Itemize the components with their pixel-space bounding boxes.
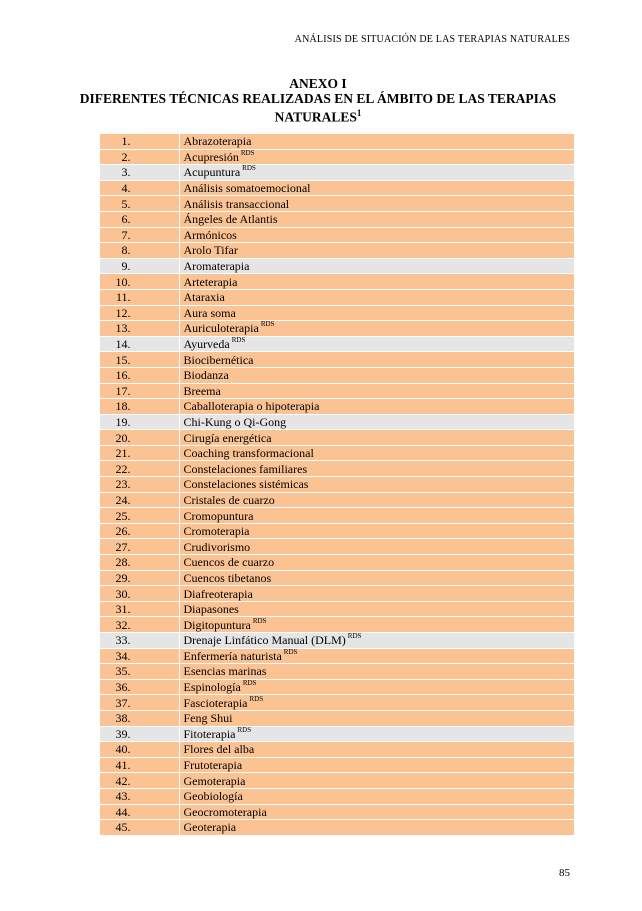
table-row bbox=[100, 165, 574, 181]
technique-cell bbox=[179, 742, 574, 758]
technique-cell bbox=[179, 648, 574, 664]
technique-cell bbox=[179, 274, 574, 290]
technique-name: Cuencos tibetanos bbox=[183, 570, 272, 585]
table-row bbox=[100, 820, 574, 836]
technique-name: Geocromoterapia bbox=[183, 804, 267, 819]
technique-cell bbox=[179, 445, 574, 461]
technique-cell bbox=[179, 601, 574, 617]
row-number: 40. bbox=[100, 742, 179, 758]
technique-name: Esencias marinas bbox=[183, 664, 267, 679]
table-row bbox=[100, 305, 574, 321]
row-number: 32. bbox=[100, 617, 179, 633]
row-number: 25. bbox=[100, 508, 179, 524]
technique-name: Acupresión bbox=[183, 149, 239, 164]
technique-cell bbox=[179, 305, 574, 321]
technique-cell bbox=[179, 492, 574, 508]
row-number: 26. bbox=[100, 523, 179, 539]
table-row bbox=[100, 539, 574, 555]
technique-name: Aura soma bbox=[183, 305, 236, 320]
technique-cell bbox=[179, 710, 574, 726]
table-row bbox=[100, 523, 574, 539]
row-number: 17. bbox=[100, 383, 179, 399]
technique-name: Armónicos bbox=[183, 227, 237, 242]
technique-cell bbox=[179, 664, 574, 680]
row-number: 13. bbox=[100, 321, 179, 337]
row-number: 12. bbox=[100, 305, 179, 321]
table-row bbox=[100, 757, 574, 773]
technique-name: Biodanza bbox=[183, 368, 229, 383]
row-number: 33. bbox=[100, 633, 179, 649]
row-number: 8. bbox=[100, 243, 179, 259]
title-line-heading-cont bbox=[78, 106, 558, 125]
technique-cell bbox=[179, 383, 574, 399]
technique-name: Ayurveda bbox=[183, 337, 230, 352]
row-number: 29. bbox=[100, 570, 179, 586]
rds-superscript: RDS bbox=[237, 725, 252, 734]
technique-cell bbox=[179, 321, 574, 337]
table-row bbox=[100, 508, 574, 524]
technique-name: Diapasones bbox=[183, 602, 239, 617]
technique-cell bbox=[179, 539, 574, 555]
technique-name: Chi-Kung o Qi-Gong bbox=[183, 414, 287, 429]
row-number: 44. bbox=[100, 804, 179, 820]
title-line-annex: ANEXO I bbox=[289, 76, 347, 91]
row-number: 6. bbox=[100, 211, 179, 227]
technique-cell bbox=[179, 258, 574, 274]
technique-cell bbox=[179, 820, 574, 836]
technique-cell bbox=[179, 414, 574, 430]
technique-name: Arolo Tifar bbox=[183, 243, 238, 258]
technique-name: Flores del alba bbox=[183, 742, 255, 757]
rds-superscript: RDS bbox=[283, 647, 298, 656]
technique-name: Arteterapia bbox=[183, 274, 238, 289]
technique-cell bbox=[179, 243, 574, 259]
technique-name: Diafreoterapia bbox=[183, 586, 253, 601]
technique-name: Constelaciones sistémicas bbox=[183, 477, 309, 492]
table-row bbox=[100, 243, 574, 259]
table-row bbox=[100, 289, 574, 305]
technique-name: Crudivorismo bbox=[183, 539, 251, 554]
technique-cell bbox=[179, 165, 574, 181]
table-row bbox=[100, 180, 574, 196]
technique-name: Cristales de cuarzo bbox=[183, 492, 275, 507]
row-number: 28. bbox=[100, 555, 179, 571]
row-number: 3. bbox=[100, 165, 179, 181]
row-number: 20. bbox=[100, 430, 179, 446]
technique-cell bbox=[179, 180, 574, 196]
row-number: 4. bbox=[100, 180, 179, 196]
running-header: ANÁLISIS DE SITUACIÓN DE LAS TERAPIAS NATURALES bbox=[294, 34, 570, 45]
title-line-naturales: NATURALES bbox=[274, 109, 357, 125]
technique-name: Auriculoterapia bbox=[183, 321, 259, 336]
technique-name: Cromoterapia bbox=[183, 524, 250, 539]
technique-cell bbox=[179, 586, 574, 602]
row-number: 24. bbox=[100, 492, 179, 508]
table-row bbox=[100, 633, 574, 649]
row-number: 42. bbox=[100, 773, 179, 789]
technique-name: Biocibernética bbox=[183, 352, 254, 367]
rds-superscript: RDS bbox=[260, 320, 275, 329]
rds-superscript: RDS bbox=[240, 148, 255, 157]
technique-cell bbox=[179, 399, 574, 415]
technique-name: Cuencos de cuarzo bbox=[183, 555, 275, 570]
technique-name: Ataraxia bbox=[183, 290, 225, 305]
technique-cell bbox=[179, 788, 574, 804]
technique-cell bbox=[179, 430, 574, 446]
row-number: 14. bbox=[100, 336, 179, 352]
row-number: 16. bbox=[100, 367, 179, 383]
table-row bbox=[100, 617, 574, 633]
technique-name: Caballoterapia o hipoterapia bbox=[183, 399, 320, 414]
table-row bbox=[100, 196, 574, 212]
row-number: 36. bbox=[100, 679, 179, 695]
technique-name: Coaching transformacional bbox=[183, 446, 314, 461]
technique-cell bbox=[179, 726, 574, 742]
table-row bbox=[100, 383, 574, 399]
technique-cell bbox=[179, 555, 574, 571]
techniques-table bbox=[100, 134, 574, 836]
technique-name: Geobiología bbox=[183, 789, 243, 804]
technique-cell bbox=[179, 633, 574, 649]
row-number: 10. bbox=[100, 274, 179, 290]
row-number: 31. bbox=[100, 601, 179, 617]
row-number: 11. bbox=[100, 289, 179, 305]
table-row bbox=[100, 788, 574, 804]
table-row bbox=[100, 367, 574, 383]
technique-cell bbox=[179, 695, 574, 711]
row-number: 38. bbox=[100, 710, 179, 726]
technique-name: Drenaje Linfático Manual (DLM) bbox=[183, 633, 346, 648]
row-number: 27. bbox=[100, 539, 179, 555]
row-number: 39. bbox=[100, 726, 179, 742]
technique-name: Ángeles de Atlantis bbox=[183, 212, 278, 227]
table-row bbox=[100, 321, 574, 337]
technique-cell bbox=[179, 134, 574, 149]
row-number: 35. bbox=[100, 664, 179, 680]
technique-name: Abrazoterapia bbox=[183, 134, 252, 149]
rds-superscript: RDS bbox=[347, 632, 362, 641]
technique-cell bbox=[179, 367, 574, 383]
technique-name: Geoterapia bbox=[183, 820, 237, 835]
page-title bbox=[78, 76, 558, 125]
row-number: 5. bbox=[100, 196, 179, 212]
rds-superscript: RDS bbox=[242, 164, 256, 173]
rds-superscript: RDS bbox=[249, 694, 264, 703]
technique-name: Acupuntura bbox=[183, 165, 241, 180]
row-number: 41. bbox=[100, 757, 179, 773]
technique-cell bbox=[179, 508, 574, 524]
table-row bbox=[100, 149, 574, 165]
table-row bbox=[100, 570, 574, 586]
table-row bbox=[100, 258, 574, 274]
row-number: 43. bbox=[100, 788, 179, 804]
technique-cell bbox=[179, 679, 574, 695]
table-row bbox=[100, 726, 574, 742]
table-row bbox=[100, 336, 574, 352]
technique-cell bbox=[179, 352, 574, 368]
table-row bbox=[100, 804, 574, 820]
row-number: 23. bbox=[100, 477, 179, 493]
table-row bbox=[100, 492, 574, 508]
technique-cell bbox=[179, 196, 574, 212]
row-number: 15. bbox=[100, 352, 179, 368]
technique-name: Constelaciones familiares bbox=[183, 461, 308, 476]
technique-name: Cromopuntura bbox=[183, 508, 254, 523]
row-number: 22. bbox=[100, 461, 179, 477]
technique-cell bbox=[179, 570, 574, 586]
table-row bbox=[100, 430, 574, 446]
row-number: 30. bbox=[100, 586, 179, 602]
technique-name: Fitoterapia bbox=[183, 726, 236, 741]
table-row bbox=[100, 710, 574, 726]
table-row bbox=[100, 695, 574, 711]
technique-cell bbox=[179, 477, 574, 493]
table-row bbox=[100, 134, 574, 149]
technique-cell bbox=[179, 523, 574, 539]
technique-name: Enfermería naturista bbox=[183, 648, 282, 663]
table-row bbox=[100, 445, 574, 461]
technique-name: Fascioterapia bbox=[183, 695, 248, 710]
table-row bbox=[100, 679, 574, 695]
table-row bbox=[100, 742, 574, 758]
technique-name: Aromaterapia bbox=[183, 259, 250, 274]
table-row bbox=[100, 477, 574, 493]
title-line-heading: DIFERENTES TÉCNICAS REALIZADAS EN EL ÁMBITO DE LAS TERAPIAS bbox=[79, 91, 557, 106]
row-number: 1. bbox=[100, 134, 179, 149]
technique-name: Breema bbox=[183, 383, 221, 398]
technique-cell bbox=[179, 617, 574, 633]
rds-superscript: RDS bbox=[231, 336, 246, 345]
table-row bbox=[100, 601, 574, 617]
footnote-ref: 1 bbox=[356, 108, 362, 118]
row-number: 7. bbox=[100, 227, 179, 243]
row-number: 37. bbox=[100, 695, 179, 711]
rds-superscript: RDS bbox=[242, 679, 257, 688]
table-row bbox=[100, 461, 574, 477]
technique-cell bbox=[179, 461, 574, 477]
technique-cell bbox=[179, 227, 574, 243]
row-number: 9. bbox=[100, 258, 179, 274]
technique-name: Frutoterapia bbox=[183, 758, 243, 773]
technique-name: Feng Shui bbox=[183, 711, 233, 726]
technique-name: Cirugía energética bbox=[183, 430, 272, 445]
technique-name: Espinología bbox=[183, 680, 241, 695]
technique-cell bbox=[179, 211, 574, 227]
table-row bbox=[100, 227, 574, 243]
table-row bbox=[100, 211, 574, 227]
technique-cell bbox=[179, 149, 574, 165]
row-number: 34. bbox=[100, 648, 179, 664]
rds-superscript: RDS bbox=[252, 616, 267, 625]
technique-name: Digitopuntura bbox=[183, 617, 251, 632]
technique-cell bbox=[179, 757, 574, 773]
row-number: 21. bbox=[100, 445, 179, 461]
table-row bbox=[100, 586, 574, 602]
table-row bbox=[100, 274, 574, 290]
row-number: 18. bbox=[100, 399, 179, 415]
technique-cell bbox=[179, 336, 574, 352]
page-number: 85 bbox=[559, 867, 570, 879]
technique-name: Análisis transaccional bbox=[183, 196, 290, 211]
technique-cell bbox=[179, 773, 574, 789]
table-row bbox=[100, 555, 574, 571]
row-number: 2. bbox=[100, 149, 179, 165]
table-row bbox=[100, 664, 574, 680]
technique-cell bbox=[179, 804, 574, 820]
technique-name: Gemoterapia bbox=[183, 773, 246, 788]
table-row bbox=[100, 352, 574, 368]
row-number: 45. bbox=[100, 820, 179, 836]
techniques-table-body bbox=[100, 134, 574, 835]
table-row bbox=[100, 773, 574, 789]
table-row bbox=[100, 648, 574, 664]
table-row bbox=[100, 399, 574, 415]
technique-name: Análisis somatoemocional bbox=[183, 181, 311, 196]
row-number: 19. bbox=[100, 414, 179, 430]
table-row bbox=[100, 414, 574, 430]
technique-cell bbox=[179, 289, 574, 305]
